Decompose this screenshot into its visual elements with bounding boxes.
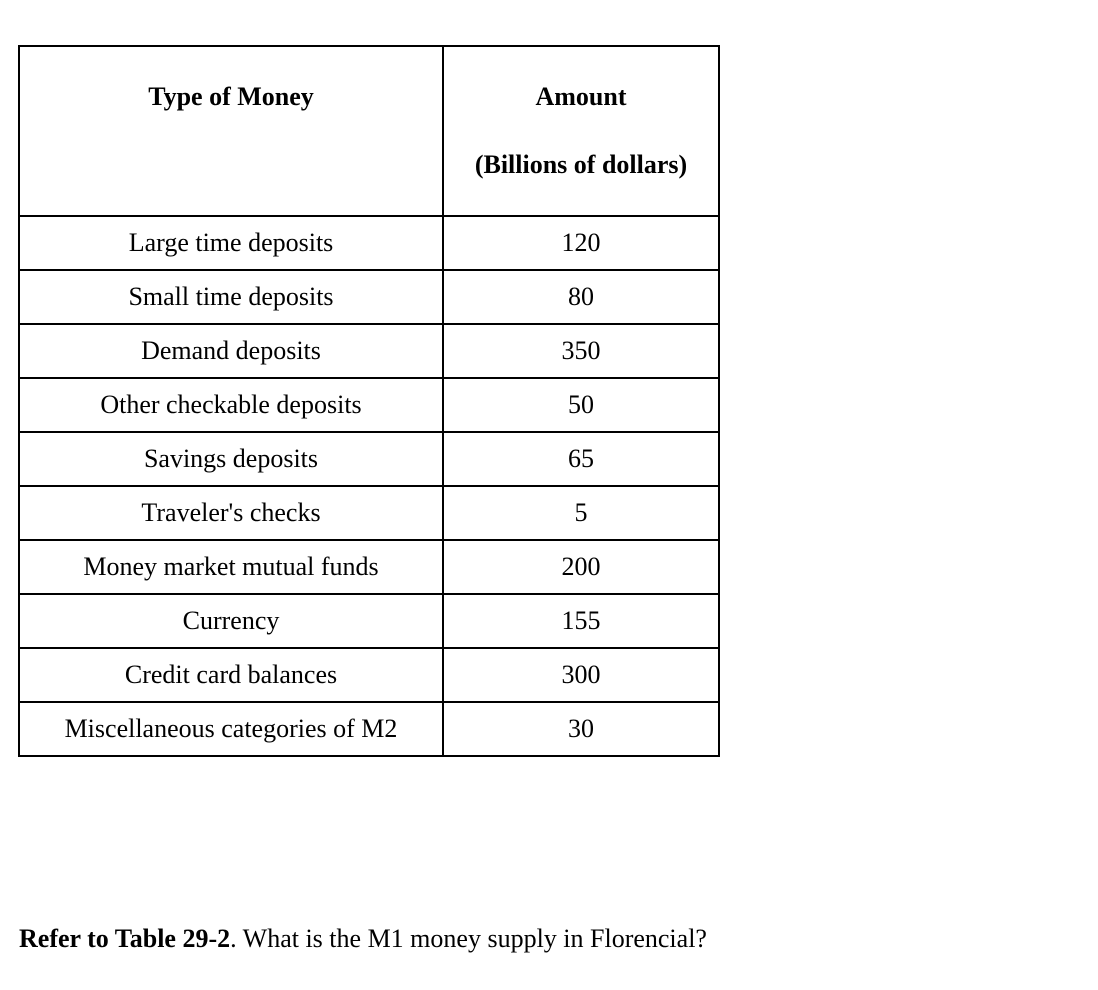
table-row	[19, 594, 719, 648]
money-type-cell: Large time deposits	[19, 216, 443, 270]
table-row	[19, 324, 719, 378]
money-type-cell: Demand deposits	[19, 324, 443, 378]
amount-cell: 300	[443, 648, 719, 702]
money-type-cell: Money market mutual funds	[19, 540, 443, 594]
amount-cell: 50	[443, 378, 719, 432]
amount-cell: 155	[443, 594, 719, 648]
table-row	[19, 432, 719, 486]
money-supply-table	[18, 45, 720, 757]
amount-cell: 350	[443, 324, 719, 378]
money-type-cell: Currency	[19, 594, 443, 648]
question-text	[19, 924, 707, 954]
table-row	[19, 378, 719, 432]
question-body: . What is the M1 money supply in Florencial?	[230, 924, 707, 953]
type-of-money-header-label: Type of Money	[148, 82, 314, 111]
money-type-cell: Other checkable deposits	[19, 378, 443, 432]
amount-cell: 30	[443, 702, 719, 756]
amount-header-label: Amount	[535, 82, 627, 111]
table-header-row	[19, 46, 719, 216]
amount-cell: 65	[443, 432, 719, 486]
table-row	[19, 486, 719, 540]
amount-cell: 80	[443, 270, 719, 324]
table-row	[19, 270, 719, 324]
table-row	[19, 216, 719, 270]
amount-header-units: (Billions of dollars)	[474, 150, 688, 179]
money-type-cell: Credit card balances	[19, 648, 443, 702]
table-reference: Refer to Table 29-2	[19, 924, 231, 953]
type-of-money-header	[19, 46, 443, 216]
amount-header	[443, 46, 719, 216]
money-type-cell: Miscellaneous categories of M2	[19, 702, 443, 756]
amount-cell: 120	[443, 216, 719, 270]
amount-cell: 5	[443, 486, 719, 540]
money-type-cell: Savings deposits	[19, 432, 443, 486]
amount-cell: 200	[443, 540, 719, 594]
table-row	[19, 648, 719, 702]
table-row	[19, 540, 719, 594]
table-row	[19, 702, 719, 756]
money-type-cell: Small time deposits	[19, 270, 443, 324]
money-type-cell: Traveler's checks	[19, 486, 443, 540]
